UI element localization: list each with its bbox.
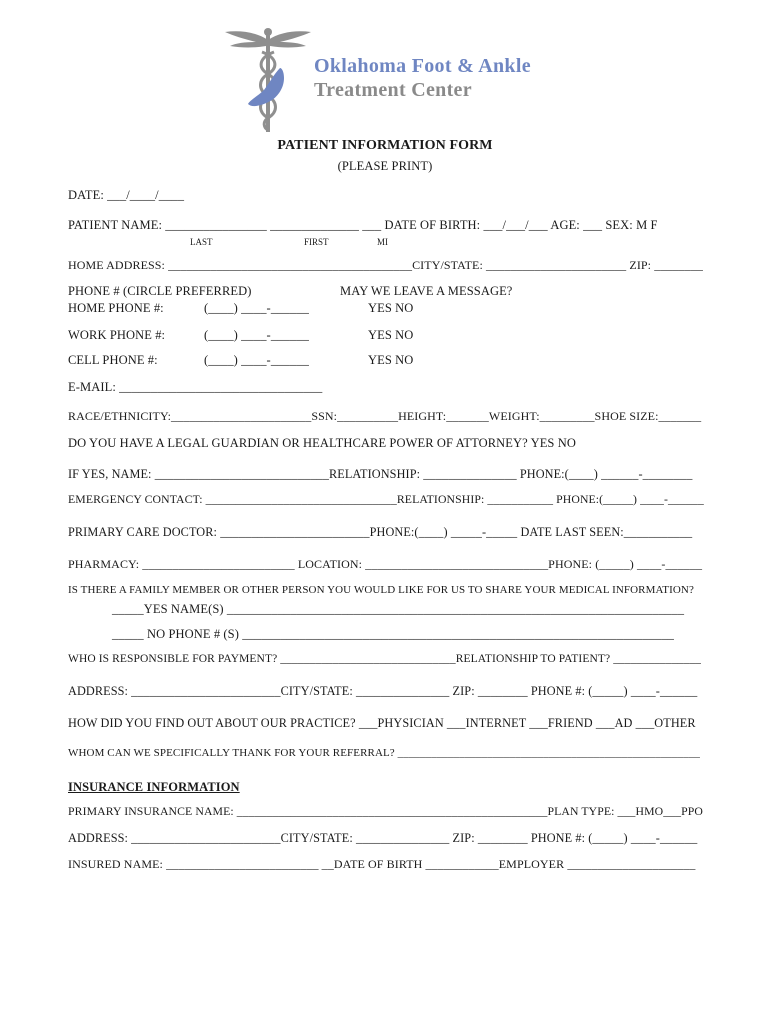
home-message-yes-no[interactable]: YES NO: [368, 301, 414, 315]
insurance-name-line[interactable]: PRIMARY INSURANCE NAME: ____________________________________________________PLAN TYPE: ___HMO___PPO: [68, 805, 703, 818]
home-address-line[interactable]: HOME ADDRESS: ________________________________________CITY/STATE: _______________________ ZIP: ________: [68, 258, 704, 272]
payer-address-line[interactable]: ADDRESS: ________________________CITY/STATE: _______________ ZIP: ________ PHONE #: (_____) ____-______: [68, 684, 698, 698]
last-name-label: LAST: [190, 237, 213, 247]
insured-name-line[interactable]: INSURED NAME: _________________________ __DATE OF BIRTH ____________EMPLOYER _____________________: [68, 857, 696, 871]
logo-line-1: Oklahoma Foot & Ankle: [314, 55, 531, 77]
share-yes-line[interactable]: _____YES NAME(S) ________________________________________________________________________: [112, 602, 685, 616]
cell-phone-label: CELL PHONE #:: [68, 353, 158, 367]
referral-source-line[interactable]: HOW DID YOU FIND OUT ABOUT OUR PRACTICE? ___PHYSICIAN ___INTERNET ___FRIEND ___AD ___OTHER: [68, 716, 696, 730]
share-info-question: IS THERE A FAMILY MEMBER OR OTHER PERSON YOU WOULD LIKE FOR US TO SHARE YOUR MEDICAL INFORMATION?: [68, 584, 694, 596]
cell-message-yes-no[interactable]: YES NO: [368, 353, 414, 367]
form-title: PATIENT INFORMATION FORM: [277, 138, 493, 153]
caduceus-logo-icon: [222, 26, 314, 138]
insurance-header: INSURANCE INFORMATION: [68, 780, 240, 794]
phone-header: PHONE # (CIRCLE PREFERRED): [68, 284, 252, 298]
guardian-question[interactable]: DO YOU HAVE A LEGAL GUARDIAN OR HEALTHCARE POWER OF ATTORNEY? YES NO: [68, 436, 576, 450]
guardian-details-line[interactable]: IF YES, NAME: ____________________________RELATIONSHIP: _______________ PHONE:(____) ______-________: [68, 467, 693, 481]
share-no-line[interactable]: _____ NO PHONE # (S) ____________________________________________________________________: [112, 627, 675, 641]
insurance-address-line[interactable]: ADDRESS: ________________________CITY/STATE: _______________ ZIP: ________ PHONE #: (_____) ____-______: [68, 831, 698, 845]
first-name-label: FIRST: [304, 237, 329, 247]
patient-name-line[interactable]: PATIENT NAME: ________________ ______________ ___ DATE OF BIRTH: ___/___/___ AGE: ___ SEX: M F: [68, 218, 658, 232]
message-header: MAY WE LEAVE A MESSAGE?: [340, 284, 513, 298]
cell-phone-field[interactable]: (____) ____-______: [204, 353, 309, 367]
date-field[interactable]: DATE: ___/____/____: [68, 188, 185, 202]
referral-thanks-line[interactable]: WHOM CAN WE SPECIFICALLY THANK FOR YOUR REFERRAL? ______________________________________________________: [68, 747, 701, 759]
emergency-contact-line[interactable]: EMERGENCY CONTACT: ________________________________RELATIONSHIP: ___________ PHONE:(_____) ____-______: [68, 493, 704, 506]
home-phone-field[interactable]: (____) ____-______: [204, 301, 309, 315]
work-phone-field[interactable]: (____) ____-______: [204, 328, 309, 342]
middle-initial-label: MI: [377, 237, 388, 247]
pharmacy-line[interactable]: PHARMACY: _________________________ LOCATION: ______________________________PHONE: (_____) ____-______: [68, 557, 703, 571]
work-phone-label: WORK PHONE #:: [68, 328, 166, 342]
demographics-line[interactable]: RACE/ETHNICITY:_______________________SSN:__________HEIGHT:_______WEIGHT:_________SHOE SIZE:_______: [68, 409, 702, 423]
home-phone-label: HOME PHONE #:: [68, 301, 164, 315]
primary-care-line[interactable]: PRIMARY CARE DOCTOR: ________________________PHONE:(____) _____-_____ DATE LAST SEEN:___________: [68, 525, 693, 539]
logo-line-2: Treatment Center: [314, 79, 472, 101]
payment-line[interactable]: WHO IS RESPONSIBLE FOR PAYMENT? ______________________________RELATIONSHIP TO PATIENT? _______________: [68, 653, 701, 665]
form-subtitle: (PLEASE PRINT): [337, 159, 433, 173]
email-field[interactable]: E-MAIL: ________________________________: [68, 380, 323, 394]
work-message-yes-no[interactable]: YES NO: [368, 328, 414, 342]
